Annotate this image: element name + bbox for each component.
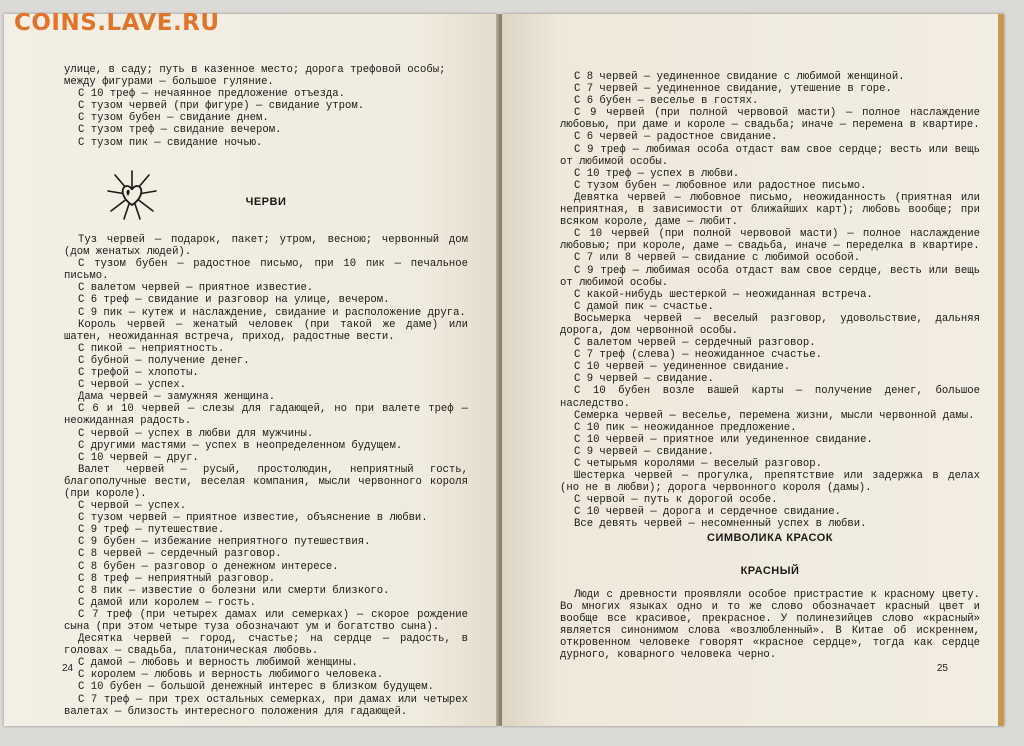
section-title-color-symbolism: СИМВОЛИКА КРАСОК — [707, 532, 833, 544]
left-top-line: С тузом пик — свидание ночью. — [78, 136, 263, 149]
left-line: С тузом червей — приятное известие, объяснение в любви. — [78, 512, 428, 525]
right-line: С тузом бубен — любовное или радостное письмо. — [574, 179, 867, 192]
heart-vignette-icon — [106, 169, 158, 221]
left-line: С пикой — неприятность. — [78, 342, 225, 355]
right-main-block — [560, 71, 980, 531]
subsection-title-red: КРАСНЫЙ — [740, 565, 800, 577]
left-line: С 10 червей — друг. — [78, 451, 199, 464]
right-line: С 10 бубен возле вашей карты — получение денег, большое наследство. — [560, 385, 980, 410]
right-line: С 9 червей — свидание. — [574, 373, 714, 386]
left-line: С королем — любовь и верность любимого человека. — [78, 669, 384, 682]
left-top-line: С тузом треф — свидание вечером. — [78, 124, 282, 137]
left-line: С 8 треф — неприятный разговор. — [78, 572, 276, 585]
left-line: С 9 пик — кутеж и наслаждение, свидание и расположение друга. — [78, 306, 466, 319]
right-line: Девятка червей — любовное письмо, неожиданность (приятная или неприятная, в зависимости от ближайших карт); любовь вообще; при всяком короле, даме — любит. — [560, 191, 980, 229]
right-line: С 6 червей — радостное свидание. — [574, 131, 778, 144]
right-line: С валетом червей — сердечный разговор. — [574, 337, 816, 350]
right-line: С 8 червей — уединенное свидание с любимой женщиной. — [574, 71, 905, 83]
left-line: С червой — успех в любви для мужчины. — [78, 427, 314, 440]
right-line: Шестерка червей — прогулка, препятствие или задержка в делах (но не в любви); дорога червонного короля (дамы). — [560, 470, 980, 495]
right-page — [502, 14, 1004, 726]
right-line: С 7 треф (слева) — неожиданное счастье. — [574, 349, 822, 362]
page-number-left: 24 — [62, 663, 74, 674]
left-line: Валет червей — русый, простолюдин, неприятный гость, благополучные вести, веселая компания, мысли червонного короля (при короле). — [64, 463, 468, 500]
left-line: Король червей — женатый человек (при такой же даме) или шатен, неожиданная встреча, приход, радостные вести. — [64, 318, 468, 343]
right-line: С 9 треф — любимая особа отдаст вам свое сердце; весть или вещь от любимой особы. — [560, 143, 980, 168]
left-line: С 9 треф — путешествие. — [78, 524, 225, 537]
right-paragraph-block — [560, 589, 980, 662]
right-line: С 10 треф — успех в любви. — [574, 167, 740, 180]
right-line: С 10 червей — дорога и сердечное свидание. — [574, 506, 842, 519]
left-line: С 8 пик — известие о болезни или смерти близкого. — [78, 584, 390, 597]
left-line: С 6 и 10 червей — слезы для гадающей, но при валете треф — неожиданная радость. — [64, 403, 468, 428]
right-line: С 10 червей (при полной червовой масти) — полное наслаждение любовью; при короле, даме — свадьба, иначе — переделка в квартире. — [560, 228, 980, 253]
right-line: С 10 червей — уединенное свидание. — [574, 361, 791, 374]
left-line: Десятка червей — город, счастье; на сердце — радость, в головах — свадьба, платоническая любовь. — [64, 633, 468, 658]
left-line: Туз червей — подарок, пакет; утром, весною; червонный дом (дом женатых людей). — [64, 234, 468, 259]
left-line: С червой — успех. — [78, 500, 187, 513]
watermark: COINS.LAVE.RU — [14, 10, 220, 36]
left-page — [4, 14, 498, 726]
left-line: С валетом червей — приятное известие. — [78, 282, 314, 295]
red-paragraph: Люди с древности проявляли особое пристрастие к красному цвету. Во многих языках одно и то же слово обозначает красный цвет и вообще все красивое, прекрасное. У полинезийцев слово «красный» является синонимом слова «возлюбленный». В Китае об искреннем, откровенном человеке говорят «красное сердце», тогда как сердце дурного, коварного человека черно. — [560, 589, 980, 662]
left-line: С 8 червей — сердечный разговор. — [78, 548, 282, 561]
left-line: С 8 бубен — разговор о денежном интересе. — [78, 560, 339, 573]
right-line: С 7 червей — уединенное свидание, утешение в горе. — [574, 83, 892, 96]
right-line: С дамой пик — счастье. — [574, 300, 714, 313]
right-line: С 9 червей — свидание. — [574, 445, 714, 458]
right-line: С 6 бубен — веселье в гостях. — [574, 95, 759, 108]
right-line: С 10 пик — неожиданное предложение. — [574, 421, 797, 434]
left-line: С 10 бубен — большой денежный интерес в близком будущем. — [78, 681, 435, 694]
right-line: С 10 червей — приятное или уединенное свидание. — [574, 433, 873, 446]
left-line: С трефой — хлопоты. — [78, 367, 199, 380]
left-line: Дама червей — замужняя женщина. — [78, 391, 276, 404]
right-line: С 7 или 8 червей — свидание с любимой особой. — [574, 252, 861, 265]
left-line: С 9 бубен — избежание неприятного путешествия. — [78, 536, 371, 549]
left-line: С тузом бубен — радостное письмо, при 10 пик — печальное письмо. — [64, 258, 468, 283]
left-main-block — [64, 234, 468, 718]
right-line: С какой-нибудь шестеркой — неожиданная встреча. — [574, 288, 873, 301]
left-line: С бубной — получение денег. — [78, 354, 250, 367]
right-line: Семерка червей — веселье, перемена жизни, мысли червонной дамы. — [574, 409, 975, 422]
right-line: С червой — путь к дорогой особе. — [574, 494, 778, 507]
page-number-right: 25 — [936, 663, 948, 674]
left-line: С 6 треф — свидание и разговор на улице, вечером. — [78, 294, 390, 307]
left-line: С другими мастями — успех в неопределенном будущем. — [78, 439, 403, 452]
left-top-line: С 10 треф — нечаянное предложение отъезда. — [78, 88, 346, 101]
book-spread — [4, 14, 1004, 726]
right-line: Все девять червей — несомненный успех в любви. — [574, 518, 867, 531]
left-line: С червой — успех. — [78, 379, 187, 392]
left-line: С 7 треф — при трех остальных семерках, при дамах или четырех валетах — близость интересного положения для гадающей. — [64, 693, 468, 718]
right-line: С 9 треф — любимая особа отдаст вам свое сердце, весть или вещь от любимой особы. — [560, 264, 980, 289]
left-line: С дамой — любовь и верность любимой женщины. — [78, 657, 358, 670]
left-top-line: С тузом бубен — свидание днем. — [78, 112, 269, 125]
left-line: С 7 треф (при четырех дамах или семерках) — скорое рождение сына (при этом четыре туза обозначают ум и богатство сына). — [64, 608, 468, 633]
right-line: С четырьмя королями — веселый разговор. — [574, 458, 822, 470]
left-top-block — [64, 64, 468, 149]
left-line: С дамой или королем — гость. — [78, 596, 257, 609]
right-line: С 9 червей (при полной червовой масти) — полное наслаждение любовью, при даме и короле — свадьба; иначе — перемена в квартире. — [560, 107, 980, 132]
section-title-hearts: ЧЕРВИ — [245, 196, 287, 208]
left-top-line: улице, в саду; путь в казенное место; дорога трефовой особы; между фигурами — большое гуляние. — [64, 64, 446, 89]
left-top-line: С тузом червей (при фигуре) — свидание утром. — [78, 100, 365, 113]
right-line: Восьмерка червей — веселый разговор, удовольствие, дальняя дорога, дом червонной особы. — [560, 312, 980, 337]
